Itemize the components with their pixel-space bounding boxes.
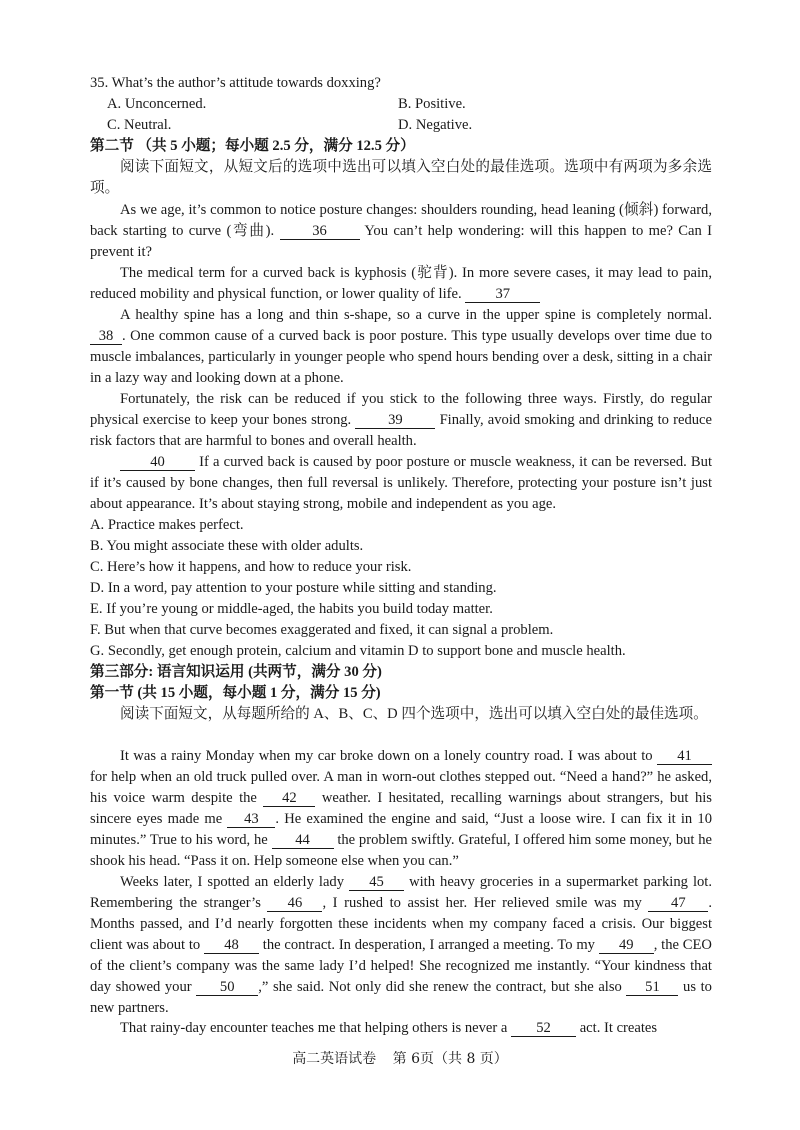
paragraph-text: us to new partners. [90,979,712,1016]
paragraph-text: ,” she said. Not only did she renew the contract, but she also [258,979,622,995]
passage-paragraph-5 [90,452,712,515]
blank-46[interactable]: 46 [267,896,322,912]
option-d: D. Negative. [398,117,473,133]
choice-a: A. Practice makes perfect. [90,517,244,533]
part-3-heading: 第三部分: 语言知识运用 (共两节，满分 30 分) [90,664,382,680]
choice-e: E. If you’re young or middle-aged, the habits you build today matter. [90,601,493,617]
part-3-sub-heading: 第一节 (共 15 小题，每小题 1 分，满分 15 分) [90,685,381,701]
paragraph-text: You can’t help wondering: will this happen to me? Can I prevent it? [90,223,712,260]
paragraph-text: for help when an old truck pulled over. A man in worn-out clothes stepped out. “Need a hand?” he asked, his voice warm despite the [90,769,712,806]
blank-42[interactable]: 42 [263,791,315,807]
blank-51[interactable]: 51 [626,980,678,996]
blank-43[interactable]: 43 [227,812,275,828]
blank-52[interactable]: 52 [511,1021,576,1037]
choice-f: F. But when that curve becomes exaggerated and fixed, it can signal a problem. [90,622,554,638]
passage-paragraph-1 [90,200,712,263]
paragraph-text: Weeks later, I spotted an elderly lady [120,874,345,890]
paragraph-text: . One common cause of a curved back is poor posture. This type usually develops over time due to muscle imbalances, particularly in younger people who spend hours bending over a desk, sitting in a chair in a lazy way and looking down at a phone. [90,328,712,386]
passage-paragraph-3 [90,305,712,389]
blank-49[interactable]: 49 [599,938,654,954]
choice-g: G. Secondly, get enough protein, calcium and vitamin D to support bone and muscle health. [90,643,626,659]
page-footer [0,1048,800,1068]
paragraph-text: If a curved back is caused by poor posture or muscle weakness, it can be reversed. But if it’s caused by bone changes, then full reversal is unlikely. Therefore, protecting your posture isn’t just about appearance. It’s about staying strong, mobile and independent as you age. [90,454,712,512]
blank-36[interactable]: 36 [280,224,360,240]
option-c: C. Neutral. [107,117,172,133]
paragraph-text: Fortunately, the risk can be reduced if you stick to the following three ways. Firstly, do regular physical exercise to keep your bones strong. [90,391,712,428]
choice-b: B. You might associate these with older adults. [90,538,364,554]
blank-37[interactable]: 37 [465,287,540,303]
paragraph-text: . Months passed, and I’d nearly forgotten these incidents when my company faced a crisis. Our biggest client was about to [90,895,712,953]
paragraph-text: Finally, avoid smoking and drinking to reduce risk factors that are harmful to bones and overall health. [90,412,713,449]
option-a: A. Unconcerned. [107,96,207,112]
blank-47[interactable]: 47 [648,896,708,912]
question-35-stem: 35. What’s the author’s attitude towards doxxing? [90,75,381,91]
passage-paragraph-4 [90,389,712,452]
passage-paragraph-2 [90,263,712,305]
paragraph-text: with heavy groceries in a supermarket parking lot. Remembering the stranger’s [90,874,712,911]
blank-41[interactable]: 41 [657,749,712,765]
blank-48[interactable]: 48 [204,938,259,954]
paragraph-text: As we age, it’s common to notice posture changes: shoulders rounding, head leaning (倾斜) forward, back starting to curve (弯曲). [90,202,712,239]
blank-38[interactable]: 38 [90,329,122,345]
footer-page-number: 第 6页（共 8 页） [392,1051,508,1067]
paragraph-text: . He examined the engine and said, “Just a loose wire. I can fix it in 10 minutes.” True to his word, he [90,811,712,848]
cloze-paragraph-2 [90,872,712,1019]
paragraph-text: act. It creates [579,1020,658,1036]
paragraph-text: the problem swiftly. Grateful, I offered him some money, but he shook his head. “Pass it on. Help someone else when you can.” [90,832,713,869]
section-2-instruction: 阅读下面短文，从短文后的选项中选出可以填入空白处的最佳选项。选项中有两项为多余选项。 [90,159,712,196]
blank-40[interactable]: 40 [120,455,195,471]
paragraph-text: The medical term for a curved back is kyphosis (驼背). In more severe cases, it may lead to pain, reduced mobility and physical function, or lower quality of life. [90,265,712,302]
footer-exam-title: 高二英语试卷 [292,1051,377,1067]
paragraph-text: That rainy-day encounter teaches me that helping others is never a [120,1020,508,1036]
choice-c: C. Here’s how it happens, and how to reduce your risk. [90,559,412,575]
option-b: B. Positive. [398,96,466,112]
cloze-paragraph-3 [90,1018,712,1039]
paragraph-text: , I rushed to assist her. Her relieved smile was my [322,895,642,911]
part-3-instruction: 阅读下面短文，从每题所给的 A、B、C、D 四个选项中，选出可以填入空白处的最佳选项。 [120,706,708,722]
paragraph-text: A healthy spine has a long and thin s-shape, so a curve in the upper spine is completely normal. [120,307,712,323]
paragraph-text: weather. I hesitated, recalling warnings about strangers, but his sincere eyes made me [90,790,712,827]
choice-d: D. In a word, pay attention to your posture while sitting and standing. [90,580,497,596]
paragraph-text: It was a rainy Monday when my car broke down on a lonely country road. I was about to [120,748,653,764]
blank-50[interactable]: 50 [196,980,258,996]
cloze-paragraph-1 [90,746,712,872]
paragraph-text: , the CEO of the client’s company was the same lady I’d helped! She recognized me instantly. “Your kindness that day showed your [90,937,712,995]
paragraph-text: the contract. In desperation, I arranged a meeting. To my [262,937,595,953]
blank-44[interactable]: 44 [272,833,334,849]
blank-39[interactable]: 39 [355,413,435,429]
blank-45[interactable]: 45 [349,875,404,891]
section-2-heading: 第二节 （共 5 小题；每小题 2.5 分，满分 12.5 分） [90,138,415,154]
